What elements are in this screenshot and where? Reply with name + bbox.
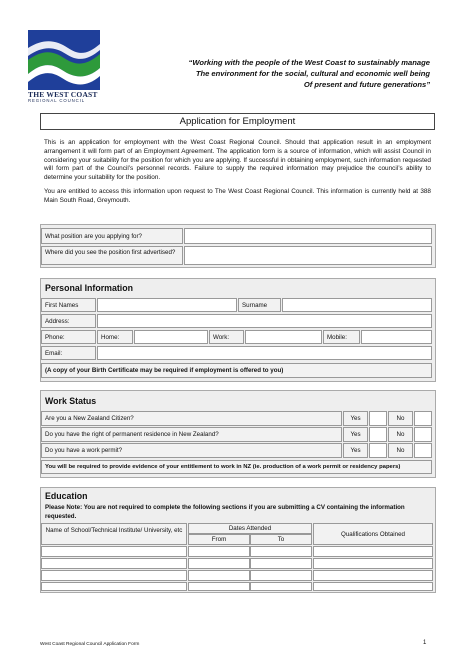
education-from-cell[interactable] [188,582,250,591]
permit-yes-box[interactable] [369,443,387,458]
advertised-label: Where did you see the position first advertised? [41,246,183,265]
residence-question: Do you have the right of permanent residence in New Zealand? [41,427,342,442]
home-phone-input[interactable] [134,330,208,344]
education-title: Education [45,491,88,501]
education-qualification-cell[interactable] [313,570,433,581]
education-from-cell[interactable] [188,570,250,581]
position-label: What position are you applying for? [41,228,183,244]
work-phone-input[interactable] [245,330,322,344]
citizen-yes-box[interactable] [369,411,387,426]
birth-certificate-note: (A copy of your Birth Certificate may be required if employment is offered to you) [41,363,432,378]
citizen-no-label: No [388,411,413,426]
education-note: Please Note: You are not required to complete the following sections if you are submitting a CV containing the information requested. [45,504,405,520]
from-column-header: From [188,534,250,545]
permit-yes-label: Yes [343,443,368,458]
citizen-question: Are you a New Zealand Citizen? [41,411,342,426]
dates-column-header: Dates Attended [188,523,312,534]
permit-question: Do you have a work permit? [41,443,342,458]
mobile-label: Mobile: [323,330,360,344]
work-status-title: Work Status [45,396,97,406]
surname-label: Surname [238,298,281,312]
permit-no-box[interactable] [414,443,432,458]
footer-text: West Coast Regional Council Application Form [40,642,140,647]
citizen-no-box[interactable] [414,411,432,426]
position-input[interactable] [184,228,432,244]
education-school-cell[interactable] [41,582,187,591]
tagline-line: “Working with the people of the West Coast to sustainably manage [188,58,430,67]
email-label: Email: [41,346,96,360]
tagline-line: The environment for the social, cultural and economic well being [195,69,430,78]
advertised-input[interactable] [184,246,432,265]
education-school-cell[interactable] [41,570,187,581]
education-to-cell[interactable] [250,558,312,569]
citizen-yes-label: Yes [343,411,368,426]
page-number: 1 [423,640,427,646]
first-names-input[interactable] [97,298,237,312]
address-label: Address: [41,314,96,328]
phone-label: Phone: [41,330,96,344]
education-to-cell[interactable] [250,582,312,591]
education-from-cell[interactable] [188,546,250,557]
first-names-label: First Names [41,298,96,312]
org-name: THE WEST COAST [28,90,98,99]
education-school-cell[interactable] [41,558,187,569]
mobile-input[interactable] [361,330,432,344]
work-entitlement-note: You will be required to provide evidence of your entitlement to work in NZ (ie. production of a work permit or residency papers) [41,460,432,474]
home-label: Home: [97,330,133,344]
residence-yes-label: Yes [343,427,368,442]
residence-no-box[interactable] [414,427,432,442]
to-column-header: To [250,534,312,545]
permit-no-label: No [388,443,413,458]
education-from-cell[interactable] [188,558,250,569]
email-input[interactable] [97,346,432,360]
intro-paragraph: You are entitled to access this information upon request to The West Coast Regional Council. This information is currently held at 388 Main South Road, Greymouth. [44,187,431,204]
education-qualification-cell[interactable] [313,582,433,591]
qualifications-column-header: Qualifications Obtained [313,523,433,545]
residence-yes-box[interactable] [369,427,387,442]
intro-paragraph: This is an application for employment with the West Coast Regional Council. Should that application result in an employment arrangement it will form part of an Employment Agreement. The application form is a source of information, which will assist Council in considering your suitability for the position for which you are applying. If successful in obtaining employment, such information requested will form part of the Council’s personnel records. Failure to supply the required information may prejudice the council’s ability to determine your suitability for the position. [44,139,431,182]
org-subname: REGIONAL COUNCIL [28,98,85,103]
surname-input[interactable] [282,298,432,312]
education-to-cell[interactable] [250,570,312,581]
education-school-cell[interactable] [41,546,187,557]
education-qualification-cell[interactable] [313,558,433,569]
address-input[interactable] [97,314,432,328]
tagline [150,57,430,90]
education-to-cell[interactable] [250,546,312,557]
school-column-header: Name of School/Technical Institute/ University, etc [41,523,187,545]
intro-text [44,139,431,211]
form-title: Application for Employment [40,113,435,130]
personal-title: Personal Information [45,283,133,293]
residence-no-label: No [388,427,413,442]
council-logo [28,30,100,90]
tagline-line: Of present and future generations” [303,80,430,89]
work-label: Work: [209,330,244,344]
education-qualification-cell[interactable] [313,546,433,557]
